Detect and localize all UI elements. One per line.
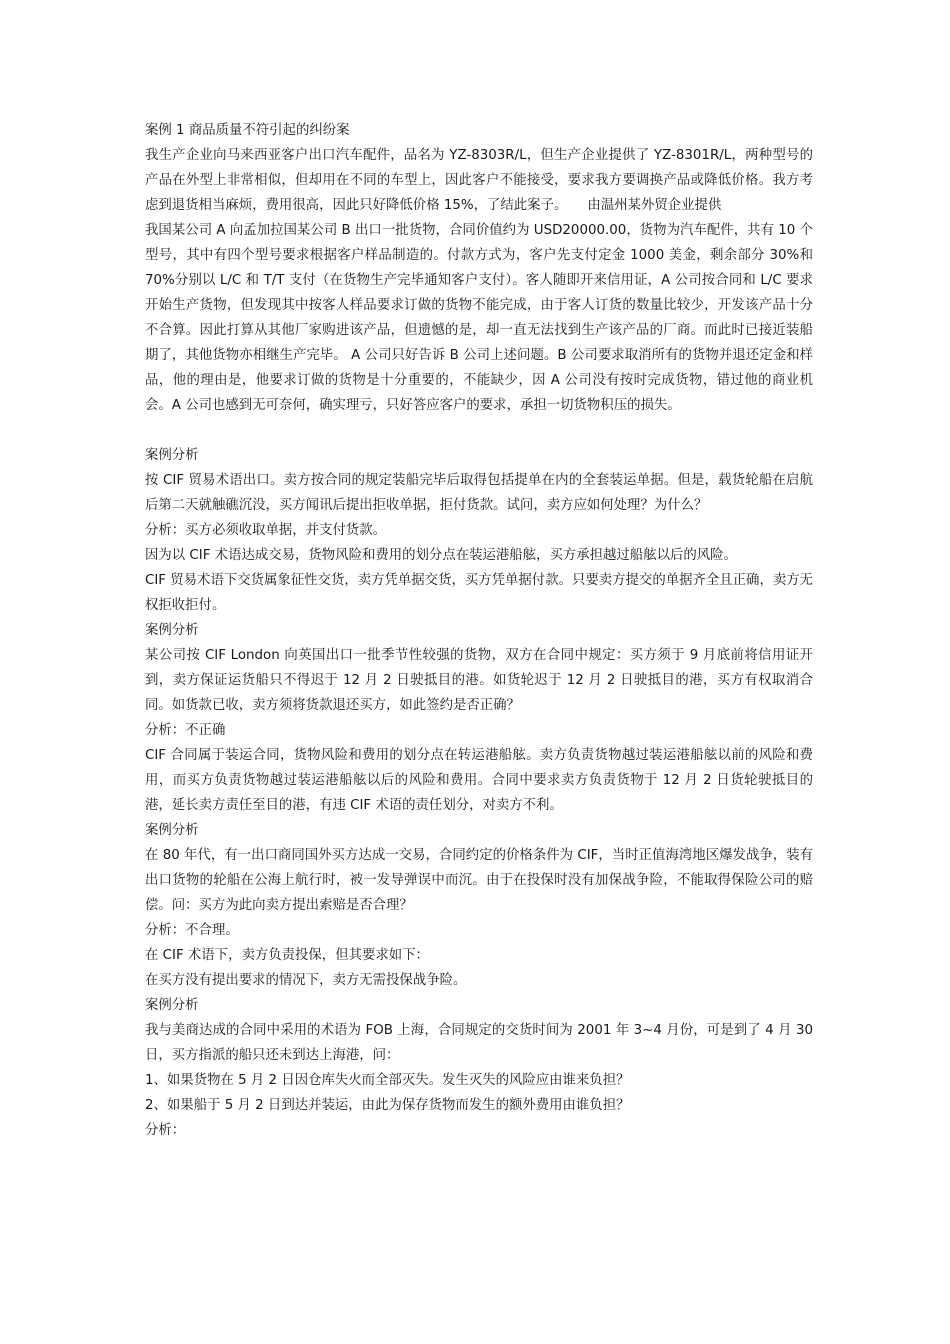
case6-item-1: 1、如果货物在 5 月 2 日因仓库失火而全部灭失。发生灭失的风险应由谁来负担？ — [145, 1073, 630, 1088]
case1-body: 我生产企业向马来西亚客户出口汽车配件，品名为 YZ-8303R/L，但生产企业提供了 YZ-8301R/L，两种型号的产品在外型上非常相似，但却用在不同的车型上，因此客户不能接受，要求我方要调换产品或降低价格。我方考虑到退货相当麻烦，费用很高，因此只好降低价格 15%，了结此案子。 由温州某外贸企业提供 — [145, 148, 813, 213]
case5-reason-2: 在买方没有提出要求的情况下，卖方无需投保战争险。 — [145, 973, 467, 988]
case6-analysis: 分析： — [145, 1123, 186, 1138]
case5-analysis: 分析：不合理。 — [145, 923, 239, 938]
section-heading: 案例分析 — [145, 448, 199, 463]
case2-body: 我国某公司 A 向孟加拉国某公司 B 出口一批货物，合同价值约为 USD20000.00，货物为汽车配件，共有 10 个型号，其中有四个型号要求根据客户样品制造的。付款方式为，客户先支付定金 1000 美金，剩余部分 30%和 70%分别以 L/C 和 T/T 支付（在货物生产完毕通知客户支付）。客人随即开来信用证，A 公司按合同和 L/C 要求开始生产货物，但发现其中按客人样品要求订做的货物不能完成，由于客人订货的数量比较少，开发该产品十分不合算。因此打算从其他厂家购进该产品，但遗憾的是，却一直无法找到生产该产品的厂商。而此时已接近装船期了，其他货物亦相继生产完毕。 A 公司只好告诉 B 公司上述问题。B 公司要求取消所有的货物并退还定金和样品，他的理由是，他要求订做的货物是十分重要的，不能缺少，因 A 公司没有按时完成货物，错过他的商业机会。A 公司也感到无可奈何，确实理亏，只好答应客户的要求，承担一切货物积压的损失。 — [145, 223, 813, 413]
case5-reason-1: 在 CIF 术语下，卖方负责投保，但其要求如下： — [145, 948, 429, 963]
case3-reason-2: CIF 贸易术语下交货属象征性交货，卖方凭单据交货，买方凭单据付款。只要卖方提交的单据齐全且正确，卖方无权拒收拒付。 — [145, 573, 814, 613]
case3-analysis: 分析：买方必须收取单据，并支付货款。 — [145, 523, 387, 538]
case5-question: 在 80 年代，有一出口商同国外买方达成一交易，合同约定的价格条件为 CIF，当时正值海湾地区爆发战争，装有出口货物的轮船在公海上航行时，被一发导弹误中而沉。由于在投保时没有加保战争险，不能取得保险公司的赔偿。问：买方为此向卖方提出索赔是否合理？ — [145, 848, 813, 913]
section-heading: 案例分析 — [145, 823, 199, 838]
document-page — [145, 118, 813, 1143]
case3-reason-1: 因为以 CIF 术语达成交易，货物风险和费用的划分点在装运港船舷，买方承担越过船舷以后的风险。 — [145, 548, 737, 563]
blank-line — [145, 418, 813, 443]
case4-analysis: 分析：不正确 — [145, 723, 226, 738]
case6-item-2: 2、如果船于 5 月 2 日到达并装运，由此为保存货物而发生的额外费用由谁负担？ — [145, 1098, 630, 1113]
section-heading: 案例分析 — [145, 998, 199, 1013]
case6-question: 我与美商达成的合同中采用的术语为 FOB 上海，合同规定的交货时间为 2001 年 3~4 月份，可是到了 4 月 30 日，买方指派的船只还未到达上海港，问： — [145, 1023, 813, 1063]
section-heading: 案例分析 — [145, 623, 199, 638]
case1-title: 案例 1 商品质量不符引起的纠纷案 — [145, 123, 350, 138]
case4-question: 某公司按 CIF London 向英国出口一批季节性较强的货物，双方在合同中规定：买方须于 9 月底前将信用证开到，卖方保证运货船只不得迟于 12 月 2 日驶抵目的港。如货轮迟于 12 月 2 日驶抵目的港，买方有权取消合同。如货款已收，卖方须将货款退还买方，如此签约是否正确？ — [145, 648, 813, 713]
case4-reason: CIF 合同属于装运合同，货物风险和费用的划分点在转运港船舷。卖方负责货物越过装运港船舷以前的风险和费用，而买方负责货物越过装运港船舷以后的风险和费用。合同中要求卖方负责货物于 12 月 2 日货轮驶抵目的港，延长卖方责任至目的港，有违 CIF 术语的责任划分，对卖方不利。 — [145, 748, 813, 813]
case3-question: 按 CIF 贸易术语出口。卖方按合同的规定装船完毕后取得包括提单在内的全套装运单据。但是，载货轮船在启航后第二天就触礁沉没，买方闻讯后提出拒收单据，拒付货款。试问，卖方应如何处理？为什么？ — [145, 473, 813, 513]
